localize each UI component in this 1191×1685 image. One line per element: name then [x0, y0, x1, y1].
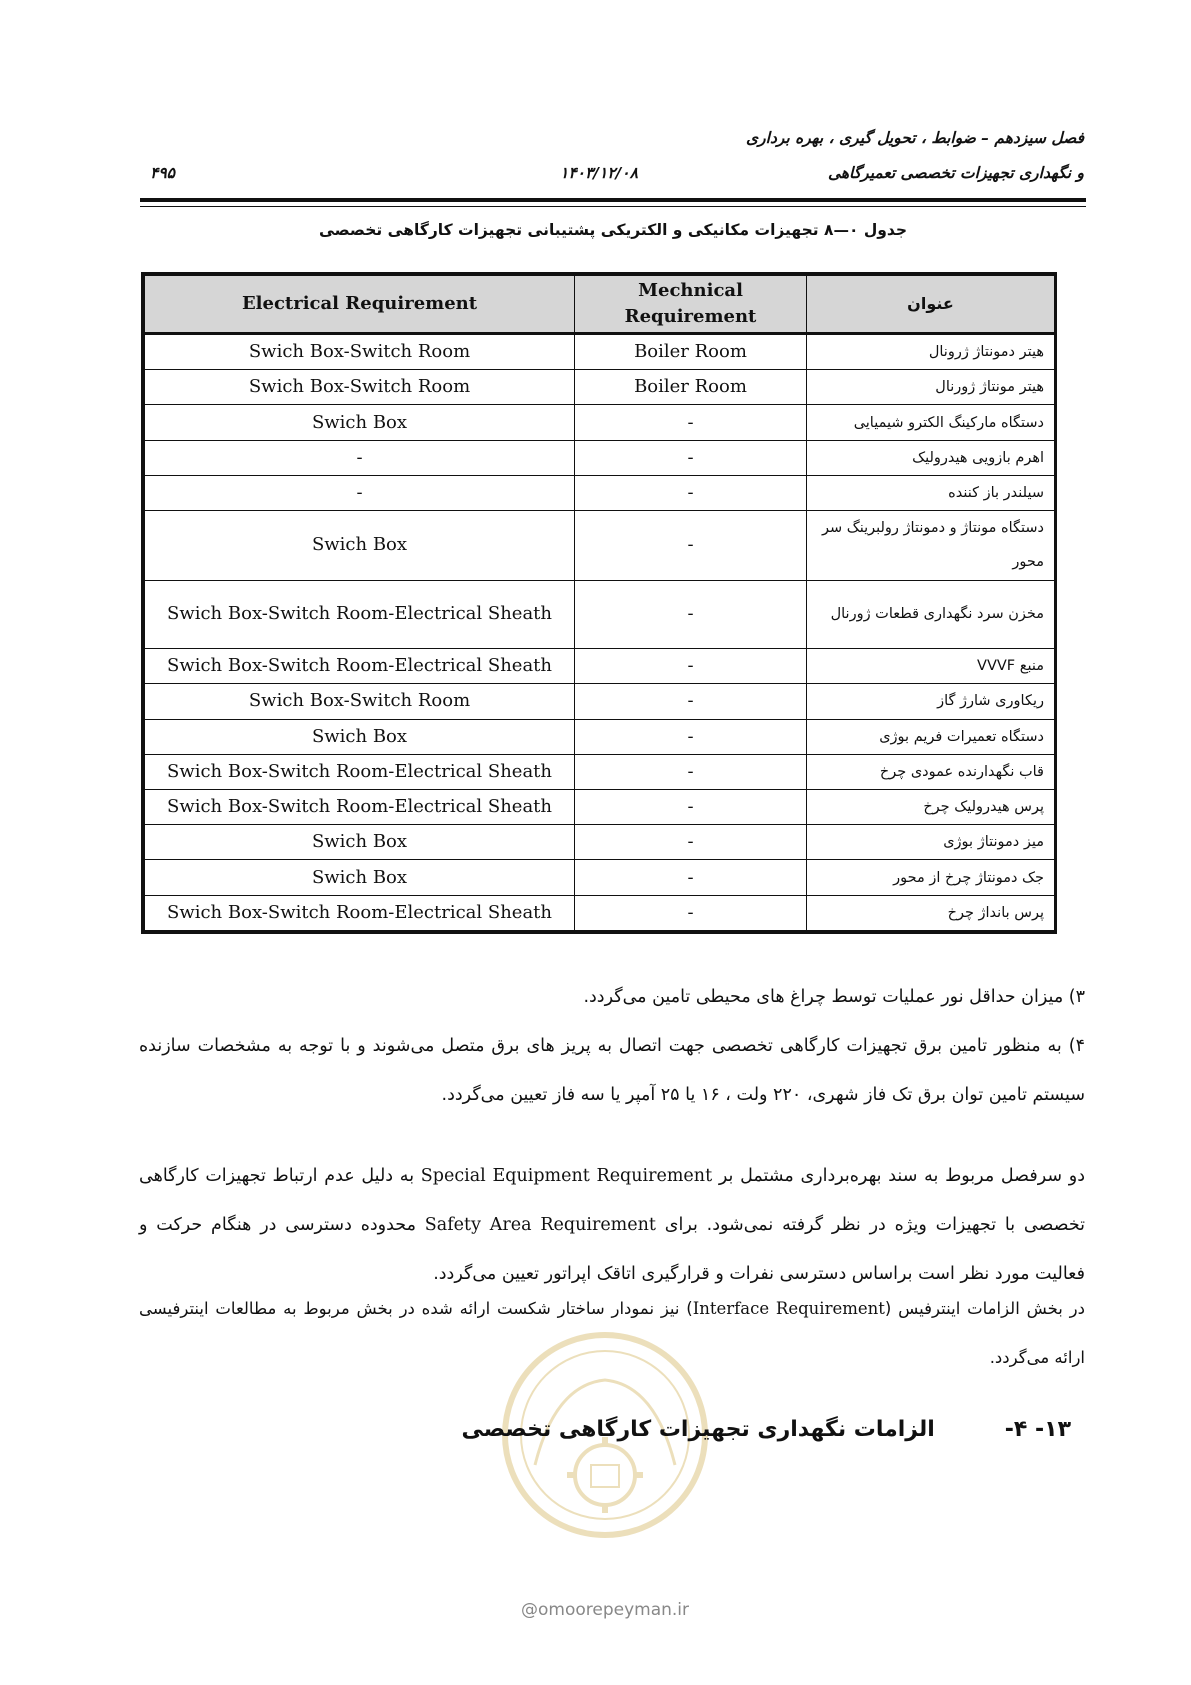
cell-electrical: Swich Box: [145, 511, 575, 580]
cell-title: هیتر مونتاژ ژورنال: [807, 370, 1055, 405]
cell-mechanical: -: [575, 440, 807, 475]
cell-electrical: Swich Box-Switch Room-Electrical Sheath: [145, 754, 575, 789]
cell-electrical: Swich Box: [145, 405, 575, 440]
cell-electrical: Swich Box-Switch Room-Electrical Sheath: [145, 895, 575, 930]
cell-mechanical: -: [575, 649, 807, 684]
cell-mechanical: Boiler Room: [575, 334, 807, 370]
cell-title: هیتر دمونتاژ ژرونال: [807, 334, 1055, 370]
cell-title: قاب نگهدارنده عمودی چرخ: [807, 754, 1055, 789]
safety-area-term: Safety Area Requirement: [424, 1215, 656, 1235]
table-row: [145, 580, 1055, 648]
cell-title: ریکاوری شارژ گاز: [807, 684, 1055, 719]
cell-mechanical: -: [575, 895, 807, 930]
cell-electrical: -: [145, 475, 575, 510]
cell-electrical: Swich Box-Switch Room: [145, 334, 575, 370]
item-4-text: ۴) به منظور تامین برق تجهیزات کارگاهی تخصصی جهت اتصال به پریز های برق متصل می‌شوند و با توجه به مشخصات سازنده سیستم تامین توان برق تک فاز شهری، ۲۲۰ ولت ، ۱۶ یا ۲۵ آمپر یا سه فاز تعیین می‌گردد.: [139, 1036, 1085, 1105]
header-mechanical-line1: Mechnical: [638, 280, 743, 301]
table-row: [145, 440, 1055, 475]
cell-title: پرس بانداژ چرخ: [807, 895, 1055, 930]
header-date: ۱۴۰۳/۱۲/۰۸: [560, 164, 638, 182]
table-row: [145, 754, 1055, 789]
cell-mechanical: -: [575, 754, 807, 789]
table-row: [145, 334, 1055, 370]
header-rule-thick: [140, 198, 1086, 202]
cell-title: دستگاه مارکینگ الکترو شیمیایی: [807, 405, 1055, 440]
interface-text-b: ) نیز نمودار ساختار شکست ارائه شده در بخش مربوط به مطالعات اینترفیسی ارائه می‌گردد.: [139, 1299, 1085, 1367]
cell-mechanical: -: [575, 790, 807, 825]
cell-electrical: Swich Box-Switch Room-Electrical Sheath: [145, 790, 575, 825]
table-row: [145, 684, 1055, 719]
header-title: عنوان: [807, 276, 1055, 334]
cell-electrical: Swich Box-Switch Room-Electrical Sheath: [145, 580, 575, 648]
cell-title: سیلندر باز کننده: [807, 475, 1055, 510]
watermark-seal-icon: [495, 1325, 715, 1565]
header-chapter-subtitle: و نگهداری تجهیزات تخصصی تعمیرگاهی: [827, 164, 1084, 182]
section-title: الزامات نگهداری تجهیزات کارگاهی تخصصی: [461, 1417, 935, 1442]
cell-mechanical: -: [575, 825, 807, 860]
cell-electrical: Swich Box: [145, 719, 575, 754]
table-row: [145, 649, 1055, 684]
cell-title: پرس هیدرولیک چرخ: [807, 790, 1055, 825]
cell-electrical: Swich Box-Switch Room: [145, 684, 575, 719]
cell-mechanical: Boiler Room: [575, 370, 807, 405]
table-row: [145, 511, 1055, 580]
table-row: [145, 719, 1055, 754]
section-number: ۱۳- ۴-: [1004, 1417, 1071, 1442]
cell-title: اهرم بازویی هیدرولیک: [807, 440, 1055, 475]
cell-title: دستگاه تعمیرات فریم بوژی: [807, 719, 1055, 754]
requirements-table: [141, 272, 1057, 934]
cell-mechanical: -: [575, 860, 807, 895]
section-heading: [461, 1417, 1071, 1442]
header-mechanical: [575, 276, 807, 334]
page-number: ۴۹۵: [150, 164, 175, 182]
cell-electrical: -: [145, 440, 575, 475]
cell-title: دستگاه مونتاژ و دمونتاژ رولبرینگ سر محور: [807, 511, 1055, 580]
cell-mechanical: -: [575, 580, 807, 648]
cell-electrical: Swich Box-Switch Room-Electrical Sheath: [145, 649, 575, 684]
table-row: [145, 825, 1055, 860]
cell-title: منبع VVVF: [807, 649, 1055, 684]
special-text-a: دو سرفصل مربوط به سند بهره‌برداری مشتمل بر: [712, 1166, 1086, 1186]
table-row: [145, 790, 1055, 825]
special-text-b: به دلیل عدم ارتباط تجهیزات کارگاهی تخصصی با تجهیزات ویژه در نظر گرفته نمی‌شود. برای: [139, 1166, 1086, 1235]
special-equipment-term: Special Equipment Requirement: [420, 1166, 713, 1186]
cell-title: میز دمونتاژ بوژی: [807, 825, 1055, 860]
special-requirements-text: [139, 1152, 1085, 1299]
cell-mechanical: -: [575, 511, 807, 580]
cell-mechanical: -: [575, 405, 807, 440]
interface-text-a: در بخش الزامات اینترفیس (: [884, 1299, 1085, 1318]
numbered-items: [139, 973, 1085, 1120]
special-requirements-paragraph: [139, 1152, 1085, 1299]
cell-mechanical: -: [575, 475, 807, 510]
cell-title: مخزن سرد نگهداری قطعات ژورنال: [807, 580, 1055, 648]
cell-mechanical: -: [575, 719, 807, 754]
header-mechanical-line2: Requirement: [624, 306, 757, 327]
table-row: [145, 475, 1055, 510]
table-row: [145, 370, 1055, 405]
table-row: [145, 895, 1055, 930]
cell-electrical: Swich Box: [145, 825, 575, 860]
interface-requirement-term: Interface Requirement: [692, 1299, 885, 1318]
cell-electrical: Swich Box: [145, 860, 575, 895]
table-row: [145, 860, 1055, 895]
watermark-url: @omoorepeyman.ir: [520, 1600, 690, 1620]
special-text-c: محدوده دسترسی در هنگام حرکت و فعالیت مورد نظر است براساس دسترسی نفرات و قرارگیری اتاقک اپراتور تعیین می‌گردد.: [139, 1215, 1085, 1284]
cell-title: جک دمونتاژ چرخ از محور: [807, 860, 1055, 895]
table-row: [145, 405, 1055, 440]
header-rule-thin: [140, 206, 1086, 207]
header-electrical: Electrical Requirement: [145, 276, 575, 334]
item-3-text: ۳) میزان حداقل نور عملیات توسط چراغ های محیطی تامین می‌گردد.: [583, 987, 1085, 1007]
header-chapter-title: فصل سیزدهم – ضوابط ، تحویل گیری ، بهره برداری: [746, 129, 1084, 147]
cell-electrical: Swich Box-Switch Room: [145, 370, 575, 405]
table-caption: جدول ۰—۸ تجهیزات مکانیکی و الکتریکی پشتیبانی تجهیزات کارگاهی تخصصی: [318, 221, 908, 239]
cell-mechanical: -: [575, 684, 807, 719]
